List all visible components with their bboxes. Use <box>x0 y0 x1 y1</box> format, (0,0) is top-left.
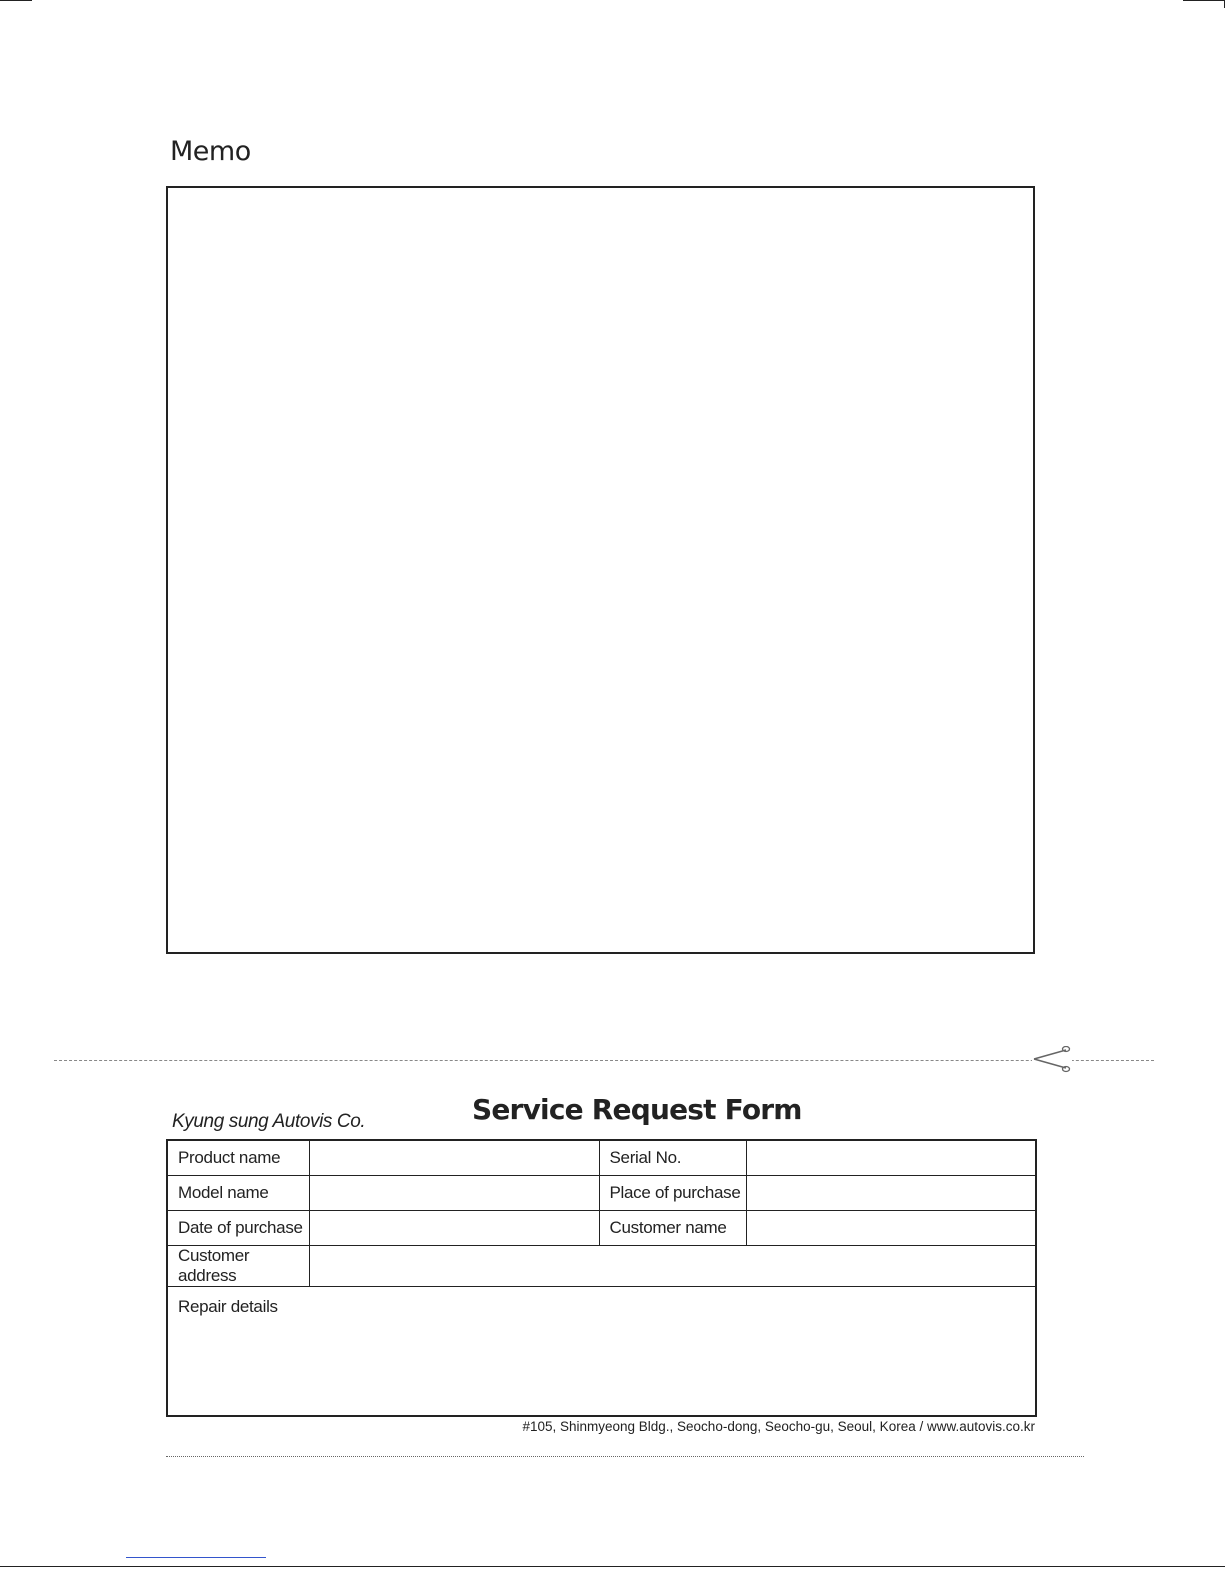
table-row <box>167 1176 1036 1211</box>
bottom-cut-line <box>166 1456 1084 1457</box>
table-row <box>167 1246 1036 1287</box>
bottom-blue-rule <box>126 1557 266 1558</box>
model-name-field[interactable] <box>309 1176 599 1211</box>
customer-name-field[interactable] <box>746 1211 1036 1246</box>
product-name-label: Product name <box>167 1140 309 1176</box>
repair-details-label: Repair details <box>178 1297 278 1316</box>
table-row <box>167 1287 1036 1417</box>
customer-address-label: Customer address <box>167 1246 309 1287</box>
company-name: Kyung sung Autovis Co. <box>172 1111 366 1132</box>
cut-line <box>54 1060 1154 1061</box>
model-name-label: Model name <box>167 1176 309 1211</box>
date-of-purchase-label: Date of purchase <box>167 1211 309 1246</box>
memo-box <box>166 186 1035 954</box>
place-of-purchase-field[interactable] <box>746 1176 1036 1211</box>
footer-address: #105, Shinmyeong Bldg., Seocho-dong, Seocho-gu, Seoul, Korea / www.autovis.co.kr <box>522 1419 1035 1434</box>
customer-address-field[interactable] <box>309 1246 1036 1287</box>
service-request-table <box>166 1139 1037 1417</box>
crop-mark-top-right <box>1183 0 1225 1</box>
table-row <box>167 1211 1036 1246</box>
bottom-rule <box>0 1566 1225 1567</box>
crop-mark-top-left <box>0 0 32 1</box>
memo-title: Memo <box>170 136 251 167</box>
serial-no-field[interactable] <box>746 1140 1036 1176</box>
scissors-icon <box>1032 1046 1072 1076</box>
form-title: Service Request Form <box>472 1093 802 1126</box>
serial-no-label: Serial No. <box>599 1140 746 1176</box>
customer-name-label: Customer name <box>599 1211 746 1246</box>
product-name-field[interactable] <box>309 1140 599 1176</box>
repair-details-field[interactable] <box>167 1287 1036 1417</box>
table-row <box>167 1140 1036 1176</box>
place-of-purchase-label: Place of purchase <box>599 1176 746 1211</box>
date-of-purchase-field[interactable] <box>309 1211 599 1246</box>
